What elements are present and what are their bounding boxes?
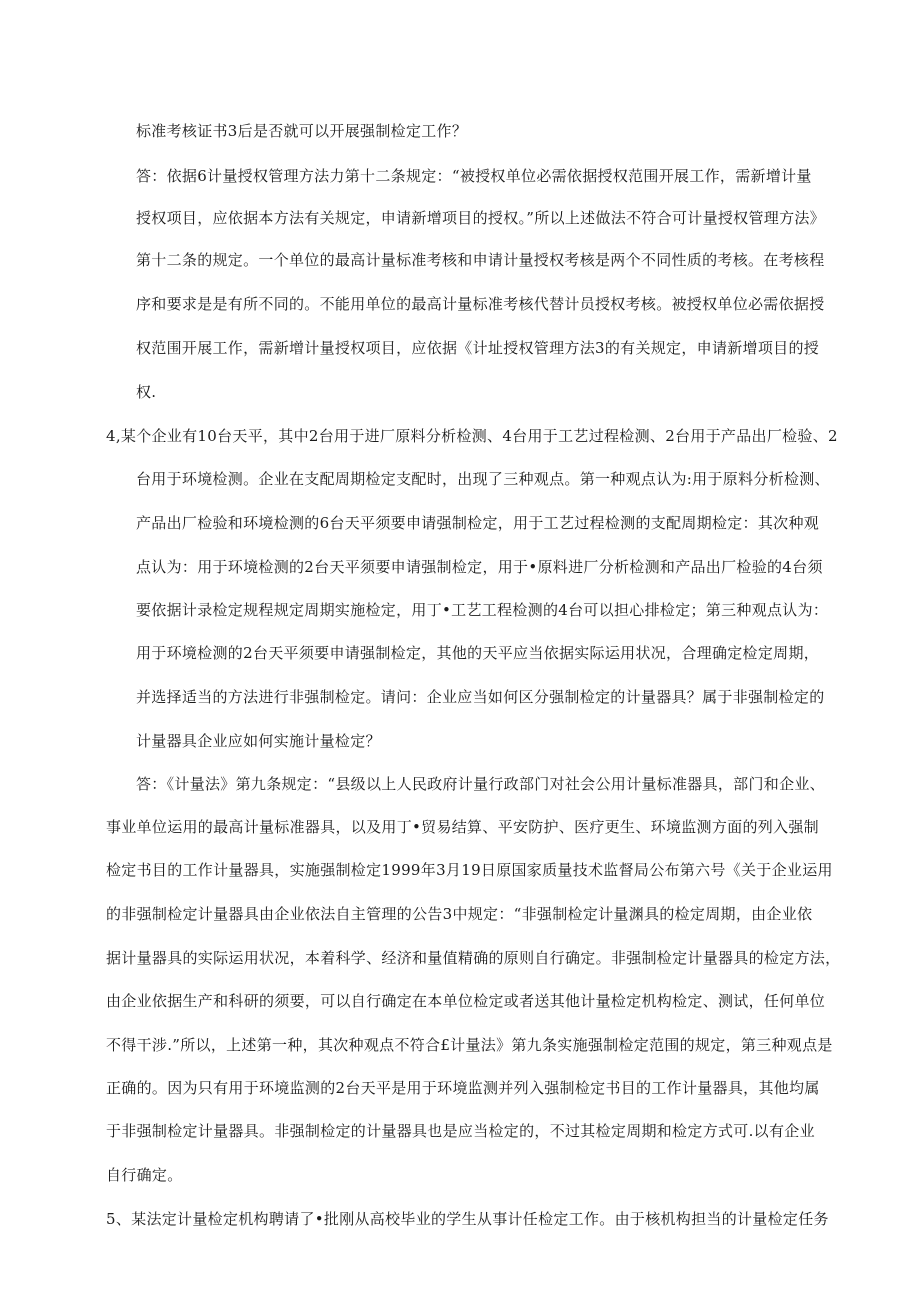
text-line: 4,某个企业有10台天平，其中2台用于进厂原料分析检测、4台用于工艺过程检测、2台用于产品出厂检验、2 xyxy=(106,427,838,445)
text-line: 台用于环境检测。企业在支配周期检定支配时，出现了三种观点。第一种观点认为:用于原料分析检测、 xyxy=(136,470,830,488)
text-line: 检定书目的工作计量器具，实施强制检定1999年3月19日原国家质量技术监督局公布第六号《关于企业运用 xyxy=(106,861,833,879)
text-line: 正确的。因为只有用于环境监测的2台天平是用于环境监测并列入强制检定书目的工作计量器具，其他均属 xyxy=(106,1079,820,1097)
text-line: 据计量器具的实际运用状况，本着科学、经济和量值精确的原则自行确定。非强制检定计量器具的检定方法， xyxy=(106,949,841,967)
text-line: 产品出厂检验和环境检测的6台天平须要申请强制检定，用于工艺过程检测的支配周期检定：其次种观 xyxy=(136,514,820,532)
text-line: 答：依据6计量授权管理方法力第十二条规定：“被授权单位必需依据授权范围开展工作，需新增计量 xyxy=(136,167,812,185)
text-line: 用于环境检测的2台天平须要申请强制检定，其他的天平应当依据实际运用状况，合理确定检定周期， xyxy=(136,644,820,662)
text-line: 于非强制检定计量器具。非强制检定的计量器具也是应当检定的，不过其检定周期和检定方式可.以有企业 xyxy=(106,1122,815,1140)
text-line: 权. xyxy=(136,383,157,401)
text-line: 点认为：用于环境检测的2台天平须要申请强制检定，用于•原料进厂分析检测和产品出厂检验的4台须 xyxy=(136,558,823,576)
text-line: 权范围开展工作，需新增计量授权项目，应依据《计址授权管理方法3的有关规定，申请新增项目的授 xyxy=(136,339,820,357)
text-line: 答：《计量法》第九条规定：“县级以上人民政府计量行政部门对社会公用计量标准器具，部门和企业、 xyxy=(136,775,825,793)
text-line: 自行确定。 xyxy=(106,1166,183,1184)
text-line: 事业单位运用的最高计量标准器具，以及用丁•贸易结算、平安防护、医疗更生、环境监测方面的列入强制 xyxy=(106,818,819,836)
text-line: 由企业依据生产和科研的须要，可以自行确定在本单位检定或者送其他计量检定机构检定、测试，任何单位 xyxy=(106,992,826,1010)
text-line: 的非强制检定计量器具由企业依法自主管理的公告3中规定：“非强制检定计量渊具的检定周期，由企业依 xyxy=(106,905,813,923)
text-line: 5、某法定计量检定机构聘请了•批刚从高校毕业的学生从事计任检定工作。由于核机构担当的计量检定任务 xyxy=(106,1210,829,1228)
text-line: 序和要求是是有所不同的。不能用单位的最高计量标准考核代替计员授权考核。被授权单位必需依据授 xyxy=(136,295,825,313)
text-line: 第十二条的规定。一个单位的最高计量标准考核和申请计量授权考核是两个不同性质的考核。在考核程 xyxy=(136,251,825,269)
text-line: 要依据计录检定规程规定周期实施检定，用丁•工艺工程检测的4台可以担心排检定；第三种观点认为： xyxy=(136,601,829,619)
text-line: 授权项目，应依据本方法有关规定，申请新增项目的授权。”所以上述做法不符合可计量授权管理方法》 xyxy=(136,209,825,227)
text-line: 并选择适当的方法进行非强制检定。请问：企业应当如何区分强制检定的计量器具？属于非强制检定的 xyxy=(136,688,825,706)
text-line: 计量器具企业应如何实施计量检定？ xyxy=(136,732,381,750)
text-line: 不得干涉.”所以，上述第一种，其次种观点不符合£计量法》第九条实施强制检定范围的规定，第三种观点是 xyxy=(106,1036,833,1054)
text-line: 标准考核证书3后是否就可以开展强制检定工作？ xyxy=(136,122,468,140)
